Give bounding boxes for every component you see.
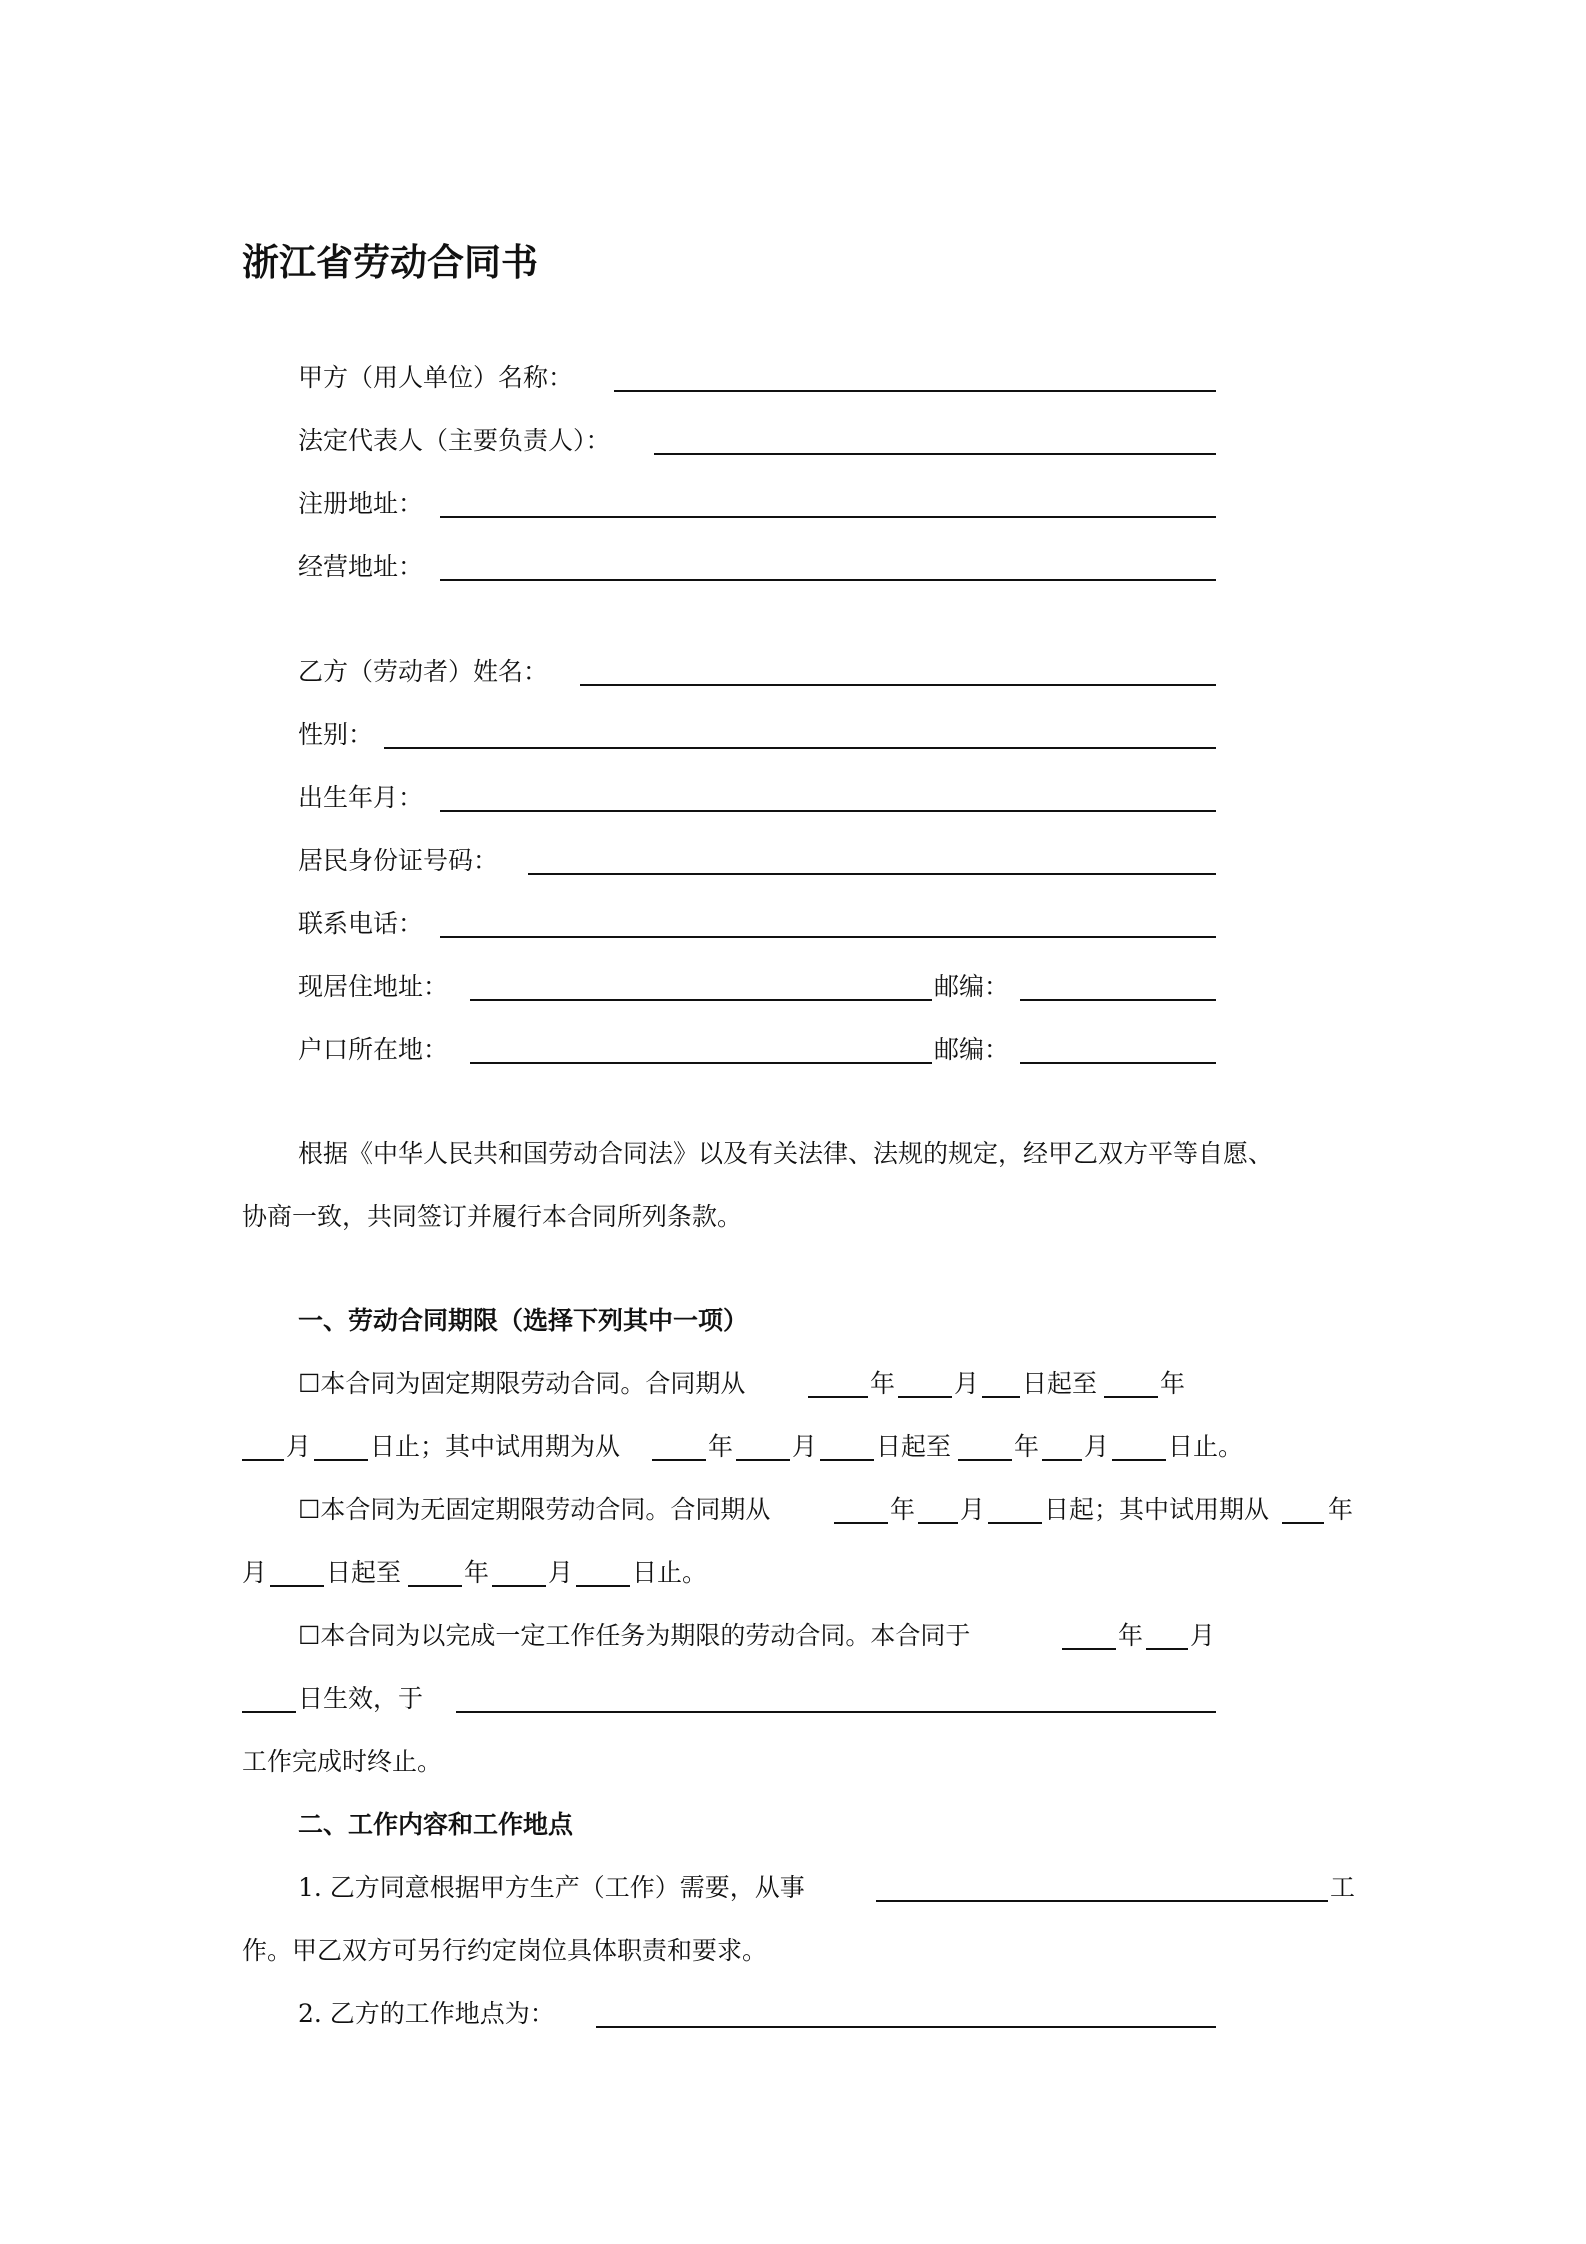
- gender-field[interactable]: [298, 715, 1218, 755]
- year-char: 年: [890, 1495, 916, 1524]
- section-2-heading: 二、工作内容和工作地点: [298, 1810, 574, 1839]
- option-task-term-line-1: [298, 1616, 1238, 1656]
- current-address-field[interactable]: [298, 967, 1218, 1007]
- month-char: 月: [960, 1495, 986, 1524]
- task-description-blank[interactable]: [456, 1711, 1216, 1713]
- hukou-zip-blank[interactable]: [1020, 1062, 1216, 1064]
- legal-rep-blank[interactable]: [654, 453, 1216, 455]
- open-start-day-blank[interactable]: [988, 1522, 1042, 1524]
- hukou-label: 户口所在地：: [298, 1035, 449, 1064]
- trial-start-year-blank[interactable]: [652, 1459, 706, 1461]
- page-title: 浙江省劳动合同书: [242, 241, 538, 284]
- trial-end-day-blank[interactable]: [1112, 1459, 1166, 1461]
- option-fixed-term-line-1: [298, 1364, 1198, 1404]
- trial-start-day-blank[interactable]: [820, 1459, 874, 1461]
- month-char: 月: [954, 1369, 980, 1398]
- option-fixed-term-line-2: [242, 1427, 1242, 1467]
- hukou-blank[interactable]: [470, 1062, 932, 1064]
- work-content-blank[interactable]: [876, 1900, 1328, 1902]
- year-char: 年: [870, 1369, 896, 1398]
- work-location-label: 2. 乙方的工作地点为：: [298, 1999, 555, 2028]
- trial-period-text: 日止；其中试用期为从: [370, 1432, 621, 1461]
- party-b-name-blank[interactable]: [580, 684, 1216, 686]
- open-trial-end-day-blank[interactable]: [576, 1585, 630, 1587]
- year-char: 年: [1014, 1432, 1040, 1461]
- open-trial-year-blank[interactable]: [1282, 1522, 1324, 1524]
- party-b-name-label: 乙方（劳动者）姓名：: [298, 657, 549, 686]
- current-address-label: 现居住地址：: [298, 972, 449, 1001]
- start-day-blank[interactable]: [982, 1396, 1020, 1398]
- legal-rep-field[interactable]: [298, 421, 1218, 461]
- year-char: 年: [464, 1558, 490, 1587]
- phone-blank[interactable]: [440, 936, 1216, 938]
- gender-label: 性别：: [298, 720, 374, 749]
- month-char: 月: [286, 1432, 312, 1461]
- current-address-blank[interactable]: [470, 999, 932, 1001]
- task-start-month-blank[interactable]: [1146, 1648, 1188, 1650]
- year-char: 年: [1328, 1495, 1354, 1524]
- year-char: 年: [708, 1432, 734, 1461]
- month-char: 月: [792, 1432, 818, 1461]
- legal-rep-label: 法定代表人（主要负责人）：: [298, 426, 611, 455]
- trial-end-month-blank[interactable]: [1042, 1459, 1082, 1461]
- biz-address-blank[interactable]: [440, 579, 1216, 581]
- work-content-line-1: [298, 1868, 1358, 1908]
- work-content-line-2: 作。甲乙双方可另行约定岗位具体职责和要求。: [242, 1936, 768, 1965]
- option-open-term-line-2: [242, 1553, 942, 1593]
- reg-address-field[interactable]: [298, 484, 1218, 524]
- open-start-month-blank[interactable]: [918, 1522, 958, 1524]
- open-trial-start-day-blank[interactable]: [270, 1585, 324, 1587]
- reg-address-blank[interactable]: [440, 516, 1216, 518]
- end-day-blank[interactable]: [314, 1459, 368, 1461]
- start-year-blank[interactable]: [808, 1396, 868, 1398]
- gender-blank[interactable]: [384, 747, 1216, 749]
- open-trial-end-month-blank[interactable]: [492, 1585, 546, 1587]
- reg-address-label: 注册地址：: [298, 489, 424, 518]
- task-start-year-blank[interactable]: [1062, 1648, 1116, 1650]
- option-open-term-text[interactable]: ☐本合同为无固定期限劳动合同。合同期从: [298, 1495, 771, 1524]
- start-month-blank[interactable]: [898, 1396, 952, 1398]
- day-from-to: 日起至: [1022, 1369, 1098, 1398]
- end-month-blank[interactable]: [242, 1459, 284, 1461]
- day-from-to: 日起至: [326, 1558, 402, 1587]
- day-from-to: 日起至: [876, 1432, 952, 1461]
- biz-address-field[interactable]: [298, 547, 1218, 587]
- section-1-heading: 一、劳动合同期限（选择下列其中一项）: [298, 1306, 749, 1335]
- phone-label: 联系电话：: [298, 909, 424, 938]
- open-trial-text: 日起；其中试用期从: [1044, 1495, 1270, 1524]
- preamble-line-2: 协商一致，共同签订并履行本合同所列条款。: [242, 1202, 743, 1231]
- task-start-day-blank[interactable]: [242, 1711, 296, 1713]
- work-location-blank[interactable]: [596, 2026, 1216, 2028]
- trial-start-month-blank[interactable]: [736, 1459, 790, 1461]
- trial-end-year-blank[interactable]: [958, 1459, 1012, 1461]
- day-end: 日止。: [632, 1558, 708, 1587]
- option-open-term-line-1: [298, 1490, 1354, 1530]
- hukou-field[interactable]: [298, 1030, 1218, 1070]
- birth-label: 出生年月：: [298, 783, 424, 812]
- option-task-term-text[interactable]: ☐本合同为以完成一定工作任务为期限的劳动合同。本合同于: [298, 1621, 971, 1650]
- month-char: 月: [242, 1558, 268, 1587]
- party-a-name-field[interactable]: [298, 358, 1218, 398]
- zip-label: 邮编：: [934, 972, 1010, 1001]
- end-year-blank[interactable]: [1104, 1396, 1158, 1398]
- task-effective-text: 日生效，于: [298, 1684, 424, 1713]
- preamble-line-1: 根据《中华人民共和国劳动合同法》以及有关法律、法规的规定，经甲乙双方平等自愿、: [298, 1139, 1274, 1168]
- zip-label: 邮编：: [934, 1035, 1010, 1064]
- month-char: 月: [1084, 1432, 1110, 1461]
- work-char: 工: [1330, 1873, 1356, 1902]
- biz-address-label: 经营地址：: [298, 552, 424, 581]
- party-a-name-blank[interactable]: [614, 390, 1216, 392]
- task-termination-text: 工作完成时终止。: [242, 1747, 443, 1776]
- birth-field[interactable]: [298, 778, 1218, 818]
- id-number-field[interactable]: [298, 841, 1218, 881]
- open-start-year-blank[interactable]: [834, 1522, 888, 1524]
- current-zip-blank[interactable]: [1020, 999, 1216, 1001]
- work-location-field[interactable]: [298, 1994, 1218, 2034]
- day-end: 日止。: [1168, 1432, 1244, 1461]
- year-char: 年: [1118, 1621, 1144, 1650]
- id-number-blank[interactable]: [528, 873, 1216, 875]
- option-fixed-term-text[interactable]: ☐本合同为固定期限劳动合同。合同期从: [298, 1369, 746, 1398]
- id-number-label: 居民身份证号码：: [298, 846, 499, 875]
- phone-field[interactable]: [298, 904, 1218, 944]
- work-content-text: 1. 乙方同意根据甲方生产（工作）需要，从事: [298, 1873, 805, 1902]
- open-trial-end-year-blank[interactable]: [408, 1585, 462, 1587]
- party-a-name-label: 甲方（用人单位）名称：: [298, 363, 574, 392]
- party-b-name-field[interactable]: [298, 652, 1218, 692]
- option-task-term-line-2: [242, 1679, 1222, 1719]
- month-char: 月: [1190, 1621, 1216, 1650]
- birth-blank[interactable]: [440, 810, 1216, 812]
- year-char: 年: [1160, 1369, 1186, 1398]
- month-char: 月: [548, 1558, 574, 1587]
